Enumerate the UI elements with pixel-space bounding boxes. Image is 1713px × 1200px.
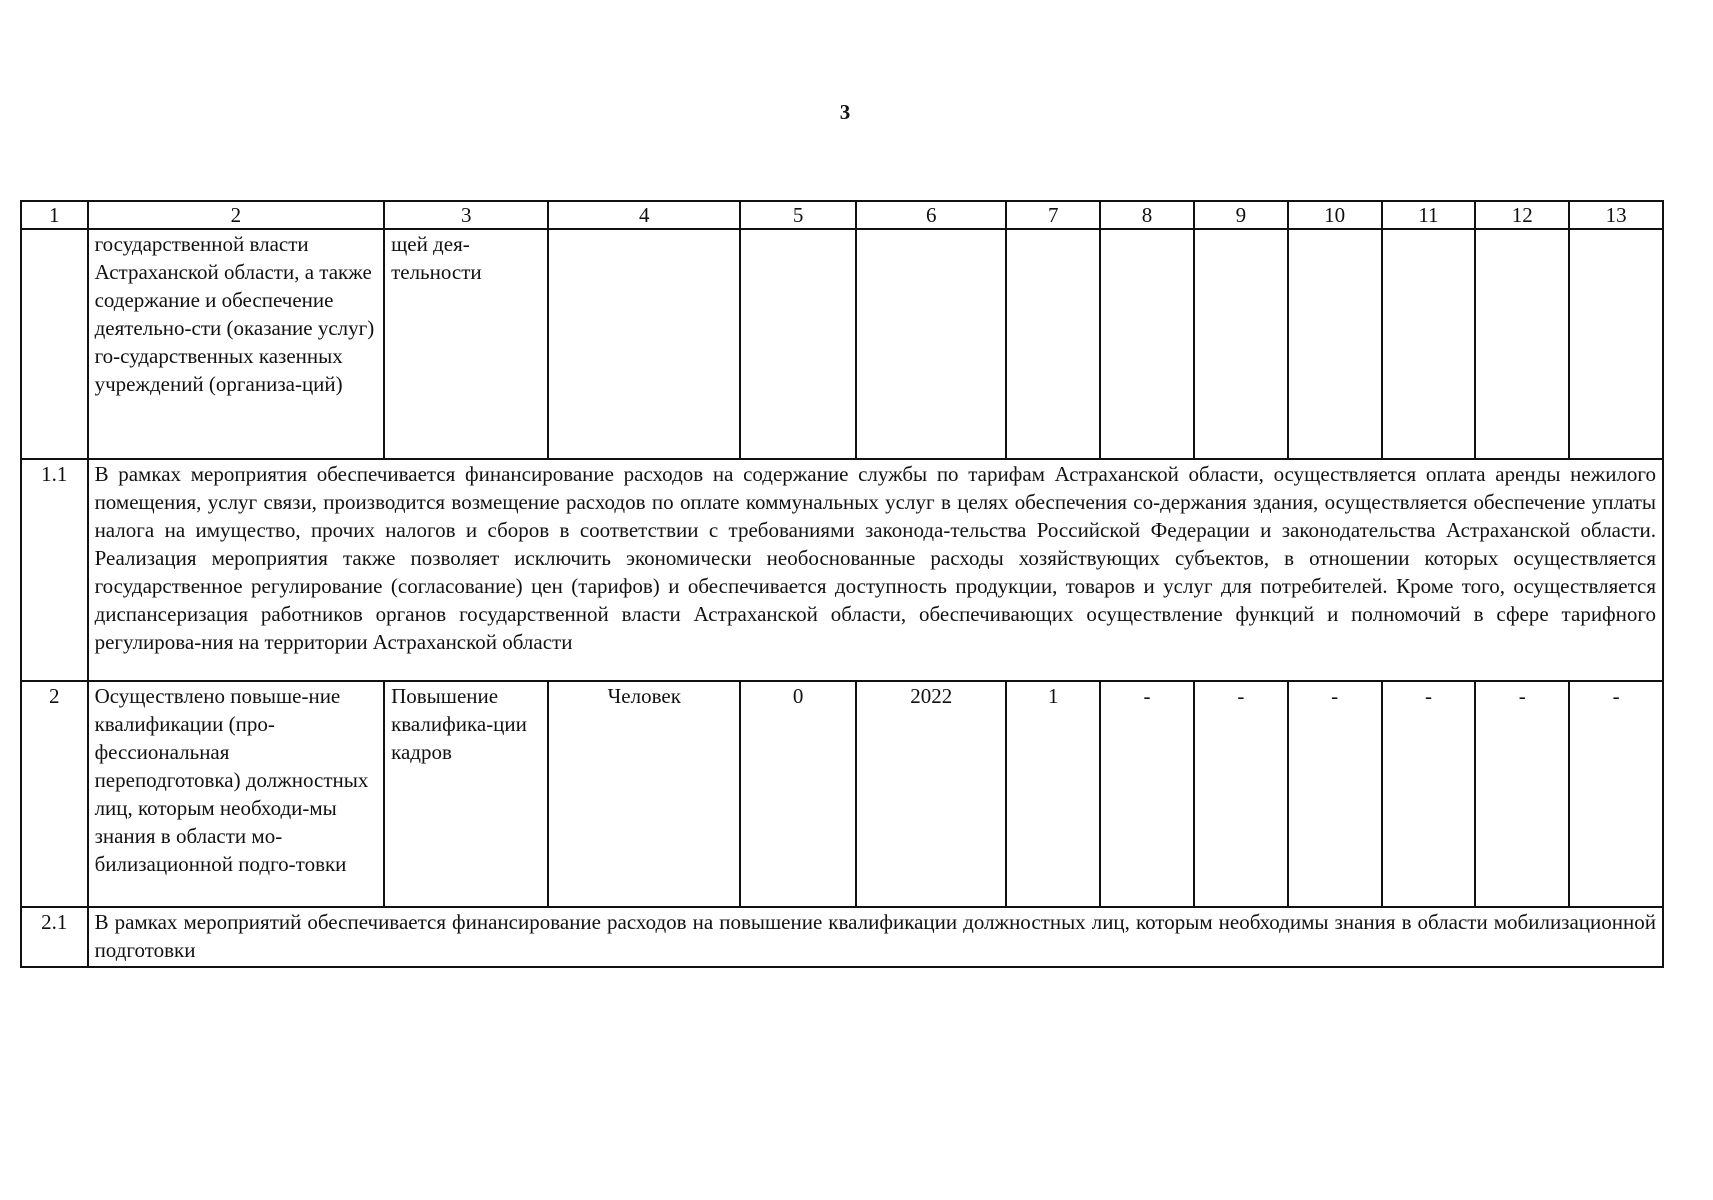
header-cell: 9 xyxy=(1194,201,1288,229)
value-cell: 1 xyxy=(1006,681,1100,907)
table-header-row xyxy=(21,201,1663,229)
table-row-2 xyxy=(21,681,1663,907)
row-number-cell: 2 xyxy=(21,681,88,907)
header-cell: 13 xyxy=(1569,201,1663,229)
table-cell xyxy=(1288,229,1382,459)
value-cell: - xyxy=(1100,681,1194,907)
header-cell: 6 xyxy=(856,201,1006,229)
table-cell xyxy=(740,229,856,459)
table-row-continued xyxy=(21,229,1663,459)
value-cell: - xyxy=(1569,681,1663,907)
value-cell: - xyxy=(1194,681,1288,907)
header-cell: 10 xyxy=(1288,201,1382,229)
description-cell: В рамках мероприятия обеспечивается финансирование расходов на содержание службы по тарифам Астраханской области, осуществляется оплата аренды нежилого помещения, услуг связи, производится возмещение расходов по оплате коммунальных услуг в целях обеспечения со-держания здания, осуществляется обеспечение уплаты налога на имущество, прочих налогов и сборов в соответствии с требованиями законода-тельства Российской Федерации и законодательства Астраханской области. Реализация мероприятия также позволяет исключить экономически необоснованные расходы хозяйствующих субъектов, в отношении которых осуществляется государственное регулирование (согласование) цен (тарифов) и обеспечивается доступность продукции, товаров и услуг для потребителей. Кроме того, осуществляется диспансеризация работников органов государственной власти Астраханской области, обеспечивающих осуществление функций и полномочий в сфере тарифного регулирова-ния на территории Астраханской области xyxy=(88,459,1663,681)
row-number-cell: 2.1 xyxy=(21,907,88,967)
base-value-cell: 0 xyxy=(740,681,856,907)
header-cell: 5 xyxy=(740,201,856,229)
table-cell xyxy=(1100,229,1194,459)
value-cell: - xyxy=(1475,681,1569,907)
table-cell xyxy=(1475,229,1569,459)
header-cell: 12 xyxy=(1475,201,1569,229)
header-cell: 7 xyxy=(1006,201,1100,229)
event-name-cell: Осуществлено повыше-ние квалификации (про-фессиональная переподготовка) должностных лиц, которым необходи-мы знания в области мо-билизационной подго-товки xyxy=(88,681,385,907)
indicator-name-cell: щей дея-тельности xyxy=(384,229,548,459)
page-number: 3 xyxy=(839,100,851,124)
row-number-cell: 1.1 xyxy=(21,459,88,681)
table-cell xyxy=(1569,229,1663,459)
unit-cell: Человек xyxy=(548,681,740,907)
description-cell: В рамках мероприятий обеспечивается финансирование расходов на повышение квалификации должностных лиц, которым необходимы знания в области мобилизационной подготовки xyxy=(88,907,1663,967)
header-cell: 2 xyxy=(88,201,385,229)
value-cell: - xyxy=(1288,681,1382,907)
table-row-2-1 xyxy=(21,907,1663,967)
value-cell: - xyxy=(1382,681,1476,907)
header-cell: 8 xyxy=(1100,201,1194,229)
table-cell xyxy=(1382,229,1476,459)
header-cell: 3 xyxy=(384,201,548,229)
table-cell xyxy=(1194,229,1288,459)
event-name-cell: государственной власти Астраханской области, а также содержание и обеспечение деятельно-сти (оказание услуг) го-сударственных казенных учреждений (организа-ций) xyxy=(88,229,385,459)
row-number-cell xyxy=(21,229,88,459)
year-cell: 2022 xyxy=(856,681,1006,907)
header-cell: 11 xyxy=(1382,201,1476,229)
header-cell: 4 xyxy=(548,201,740,229)
table-row-1-1 xyxy=(21,459,1663,681)
indicators-table xyxy=(20,200,1664,968)
indicator-name-cell: Повышение квалифика-ции кадров xyxy=(384,681,548,907)
table-cell xyxy=(548,229,740,459)
table-cell xyxy=(856,229,1006,459)
table-cell xyxy=(1006,229,1100,459)
header-cell: 1 xyxy=(21,201,88,229)
